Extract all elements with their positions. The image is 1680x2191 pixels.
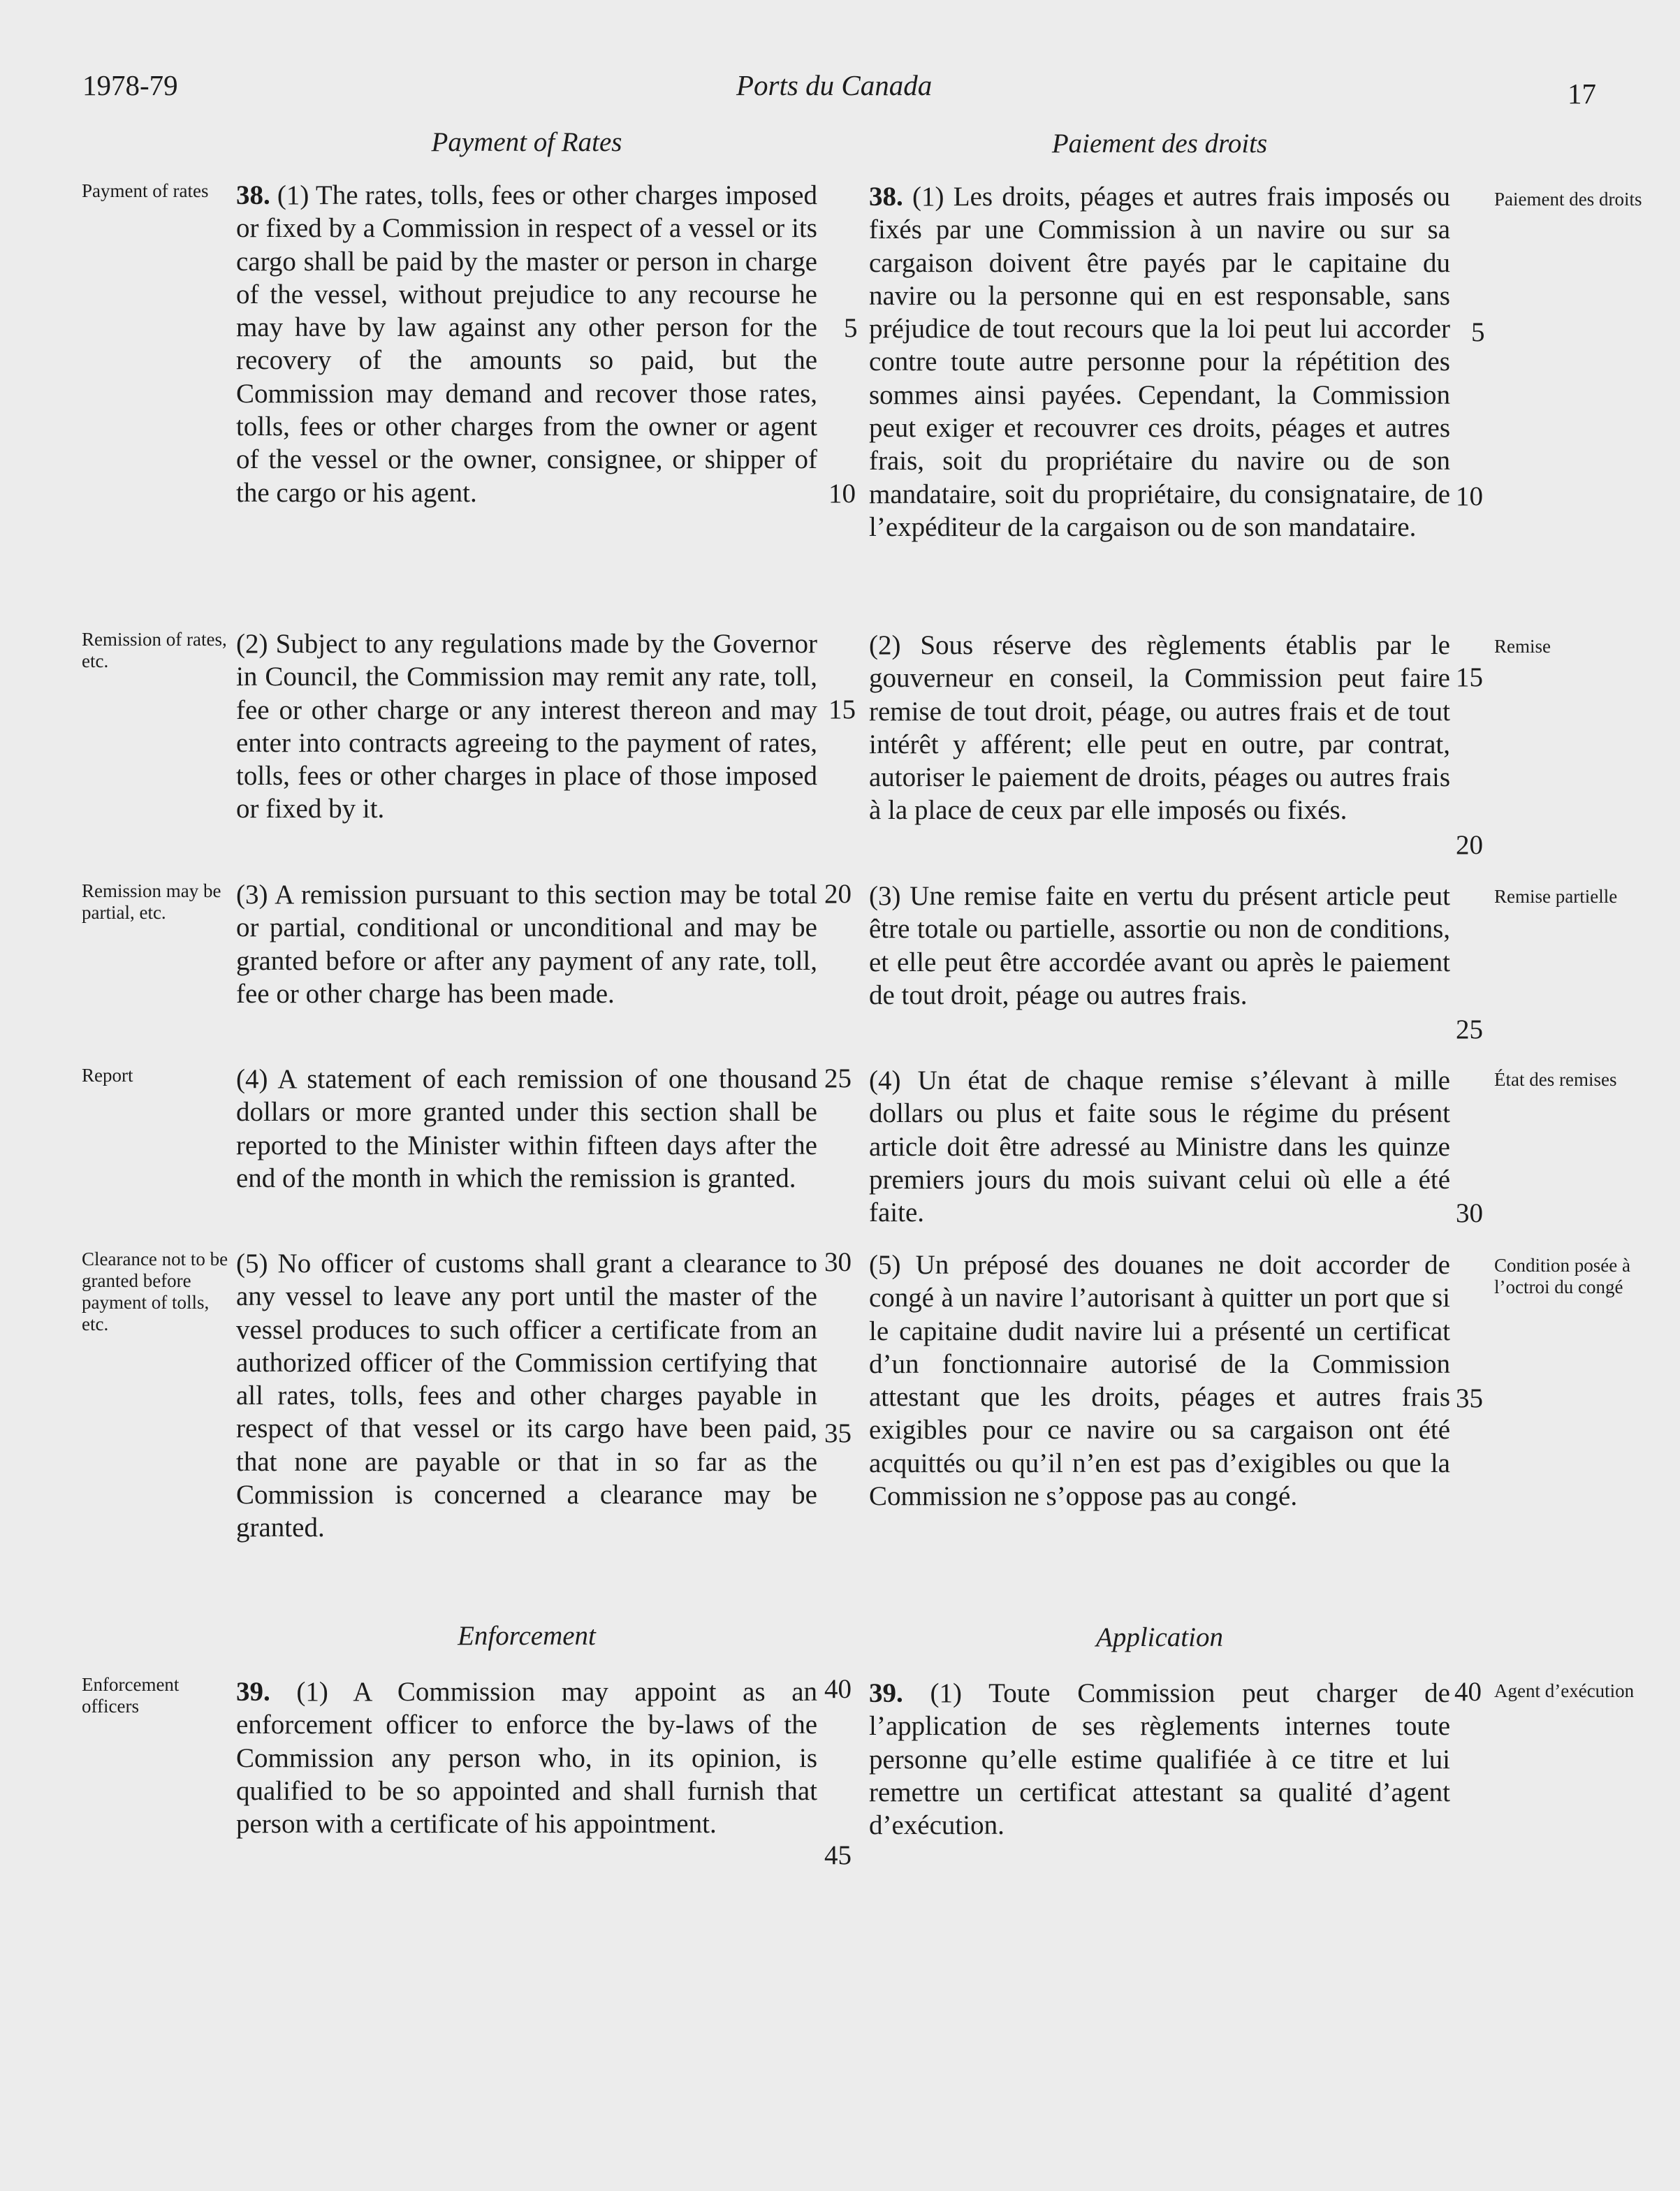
line-number-30: 30 bbox=[824, 1247, 852, 1277]
heading-enforcement-fr: Application bbox=[1096, 1622, 1223, 1652]
line-number-15: 15 bbox=[1456, 662, 1483, 692]
margin-note-remission-fr: Remise bbox=[1494, 636, 1551, 657]
margin-note-officers-en: Enforcement officers bbox=[82, 1674, 180, 1717]
en-section-38-2: (2) Subject to any regulations made by the Governor in Council, the Commission may remit any rate, toll, fee or other charge or any interest thereon and may enter into contracts agreeing to the payment of rates, tolls, fees or other charges in place of those imposed or fixed by it. bbox=[236, 629, 817, 824]
margin-note-report-fr: État des remises bbox=[1494, 1069, 1617, 1090]
en-s39-1-text: (1) A Commission may appoint as an enforcement officer to enforce the by-laws of the Commission any person who, in its opinion, is qualified to be so appointed and shall furnish that person with a certificate of his appointment. bbox=[236, 1677, 817, 1840]
en-s38-1-text: (1) The rates, tolls, fees or other charges imposed or fixed by a Commission in respect of a vessel or its cargo shall be paid by the master or person in charge of the vessel, without prejudice to any recourse he may have by law against any other person for the recovery of the amounts so paid, but the Commission may demand and recover those rates, tolls, fees or other charges from the owner or agent of the vessel or the owner, consignee, or shipper of the cargo or his agent. bbox=[236, 180, 817, 508]
en-section-38-5: (5) No officer of customs shall grant a clearance to any vessel to leave any port until the master of the vessel produces to such officer a certificate from an authorized officer of the Commission certifying that all rates, tolls, fees and other charges payable in respect of that vessel or its cargo have been paid, that none are payable or that in so far as the Commission is concerned a clearance may be granted. bbox=[236, 1249, 817, 1543]
header-title: Ports du Canada bbox=[736, 69, 933, 101]
heading-payment-en: Payment of Rates bbox=[431, 127, 622, 157]
margin-note-report-en: Report bbox=[82, 1065, 133, 1086]
margin-note-officers-fr: Agent d’exécution bbox=[1494, 1680, 1635, 1701]
line-number-5: 5 bbox=[844, 313, 858, 343]
line-number-20: 20 bbox=[824, 879, 852, 909]
margin-note-clearance-en: Clearance not to be granted before payment of tolls, etc. bbox=[82, 1249, 228, 1334]
fr-section-38-1 bbox=[869, 180, 1450, 544]
en-section-38-3: (3) A remission pursuant to this section may be total or partial, conditional or unconditional and may be granted before or after any payment of any rate, toll, fee or other charge has been made. bbox=[236, 880, 817, 1009]
line-number-35: 35 bbox=[1456, 1383, 1483, 1413]
line-number-15: 15 bbox=[828, 694, 856, 725]
fr-s38-1-text: (1) Les droits, péages et autres frais imposés ou fixés par une Commission à un navire ou sur sa cargaison doivent être payés par le capitaine du navire ou la personne qui en est responsable, sans préjudice de tout recours que la loi peut lui accorder contre toute autre personne pour la répétition des sommes ainsi payées. Cependant, la Commission peut exiger et recouvrer ces droits, péages et autres frais, soit du propriétaire du navire ou de son mandataire, soit du propriétaire, du consignataire, de l’expéditeur de la cargaison ou de son mandataire. bbox=[869, 182, 1450, 542]
section-number: 38. bbox=[869, 182, 903, 212]
section-number: 39. bbox=[869, 1678, 903, 1708]
page-number: 17 bbox=[1568, 78, 1596, 110]
fr-section-38-2: (2) Sous réserve des règlements établis par le gouverneur en conseil, la Commission peut faire remise de tout droit, péage, ou autres frais et de tout intérêt y afférent; elle peut en outre, par contrat, autoriser le paiement de droits, péages ou autres frais à la place de ceux par elle imposés ou fixés. bbox=[869, 630, 1450, 826]
en-section-38-1 bbox=[236, 179, 817, 509]
margin-note-partial-fr: Remise partielle bbox=[1494, 886, 1618, 907]
line-number-25: 25 bbox=[1456, 1014, 1483, 1044]
line-number-30: 30 bbox=[1456, 1198, 1483, 1228]
fr-section-39-1 bbox=[869, 1677, 1450, 1842]
heading-payment-fr: Paiement des droits bbox=[1051, 129, 1268, 159]
margin-note-remission-en: Remission of rates, etc. bbox=[82, 629, 227, 671]
fr-section-38-5: (5) Un préposé des douanes ne doit accorder de congé à un navire l’autorisant à quitter un port que si le capitaine dudit navire lui a présenté un certificat d’un fonctionnaire autorisé de la Commission attestant que les droits, péages et autres frais exigibles pour ce navire ou sa cargaison ont été acquittés ou qu’il n’en est pas d’exigibles ou que la Commission ne s’oppose pas au congé. bbox=[869, 1250, 1450, 1512]
fr-section-38-3: (3) Une remise faite en vertu du présent article peut être totale ou partielle, assortie ou non de conditions, et elle peut être accordée avant ou après le paiement de tout droit, péage ou autres frais. bbox=[869, 881, 1450, 1010]
fr-section-38-4: (4) Un état de chaque remise s’élevant à mille dollars ou plus et faite sous le régime du présent article doit être adressé au Ministre dans les quinze premiers jours du mois suivant celui où elle a été faite. bbox=[869, 1065, 1450, 1228]
section-number: 39. bbox=[236, 1677, 270, 1707]
section-number: 38. bbox=[236, 180, 270, 210]
line-number-10: 10 bbox=[1456, 481, 1483, 511]
en-section-39-1 bbox=[236, 1675, 817, 1840]
line-number-25: 25 bbox=[824, 1063, 852, 1093]
heading-enforcement-en: Enforcement bbox=[458, 1621, 596, 1651]
margin-note-payment-en: Payment of rates bbox=[82, 180, 209, 201]
margin-note-clearance-fr: Condition posée à l’octroi du congé bbox=[1494, 1255, 1630, 1297]
line-number-45: 45 bbox=[824, 1840, 852, 1870]
line-number-10: 10 bbox=[828, 479, 856, 509]
margin-note-payment-fr: Paiement des droits bbox=[1494, 189, 1642, 210]
line-number-5: 5 bbox=[1471, 317, 1485, 347]
line-number-35: 35 bbox=[824, 1418, 852, 1448]
line-number-20: 20 bbox=[1456, 830, 1483, 860]
margin-note-partial-en: Remission may be partial, etc. bbox=[82, 880, 221, 923]
line-number-40: 40 bbox=[824, 1674, 852, 1704]
fr-s39-1-text: (1) Toute Commission peut charger de l’application de ses règlements internes toute personne qu’elle estime qualifiée à ce titre et lui remettre un certificat attestant sa qualité d’agent d’exécution. bbox=[869, 1678, 1450, 1841]
line-number-40: 40 bbox=[1454, 1677, 1482, 1707]
header-year: 1978-79 bbox=[82, 69, 178, 101]
en-section-38-4: (4) A statement of each remission of one thousand dollars or more granted under this section shall be reported to the Minister within fifteen days after the end of the month in which the remission is granted. bbox=[236, 1064, 817, 1193]
